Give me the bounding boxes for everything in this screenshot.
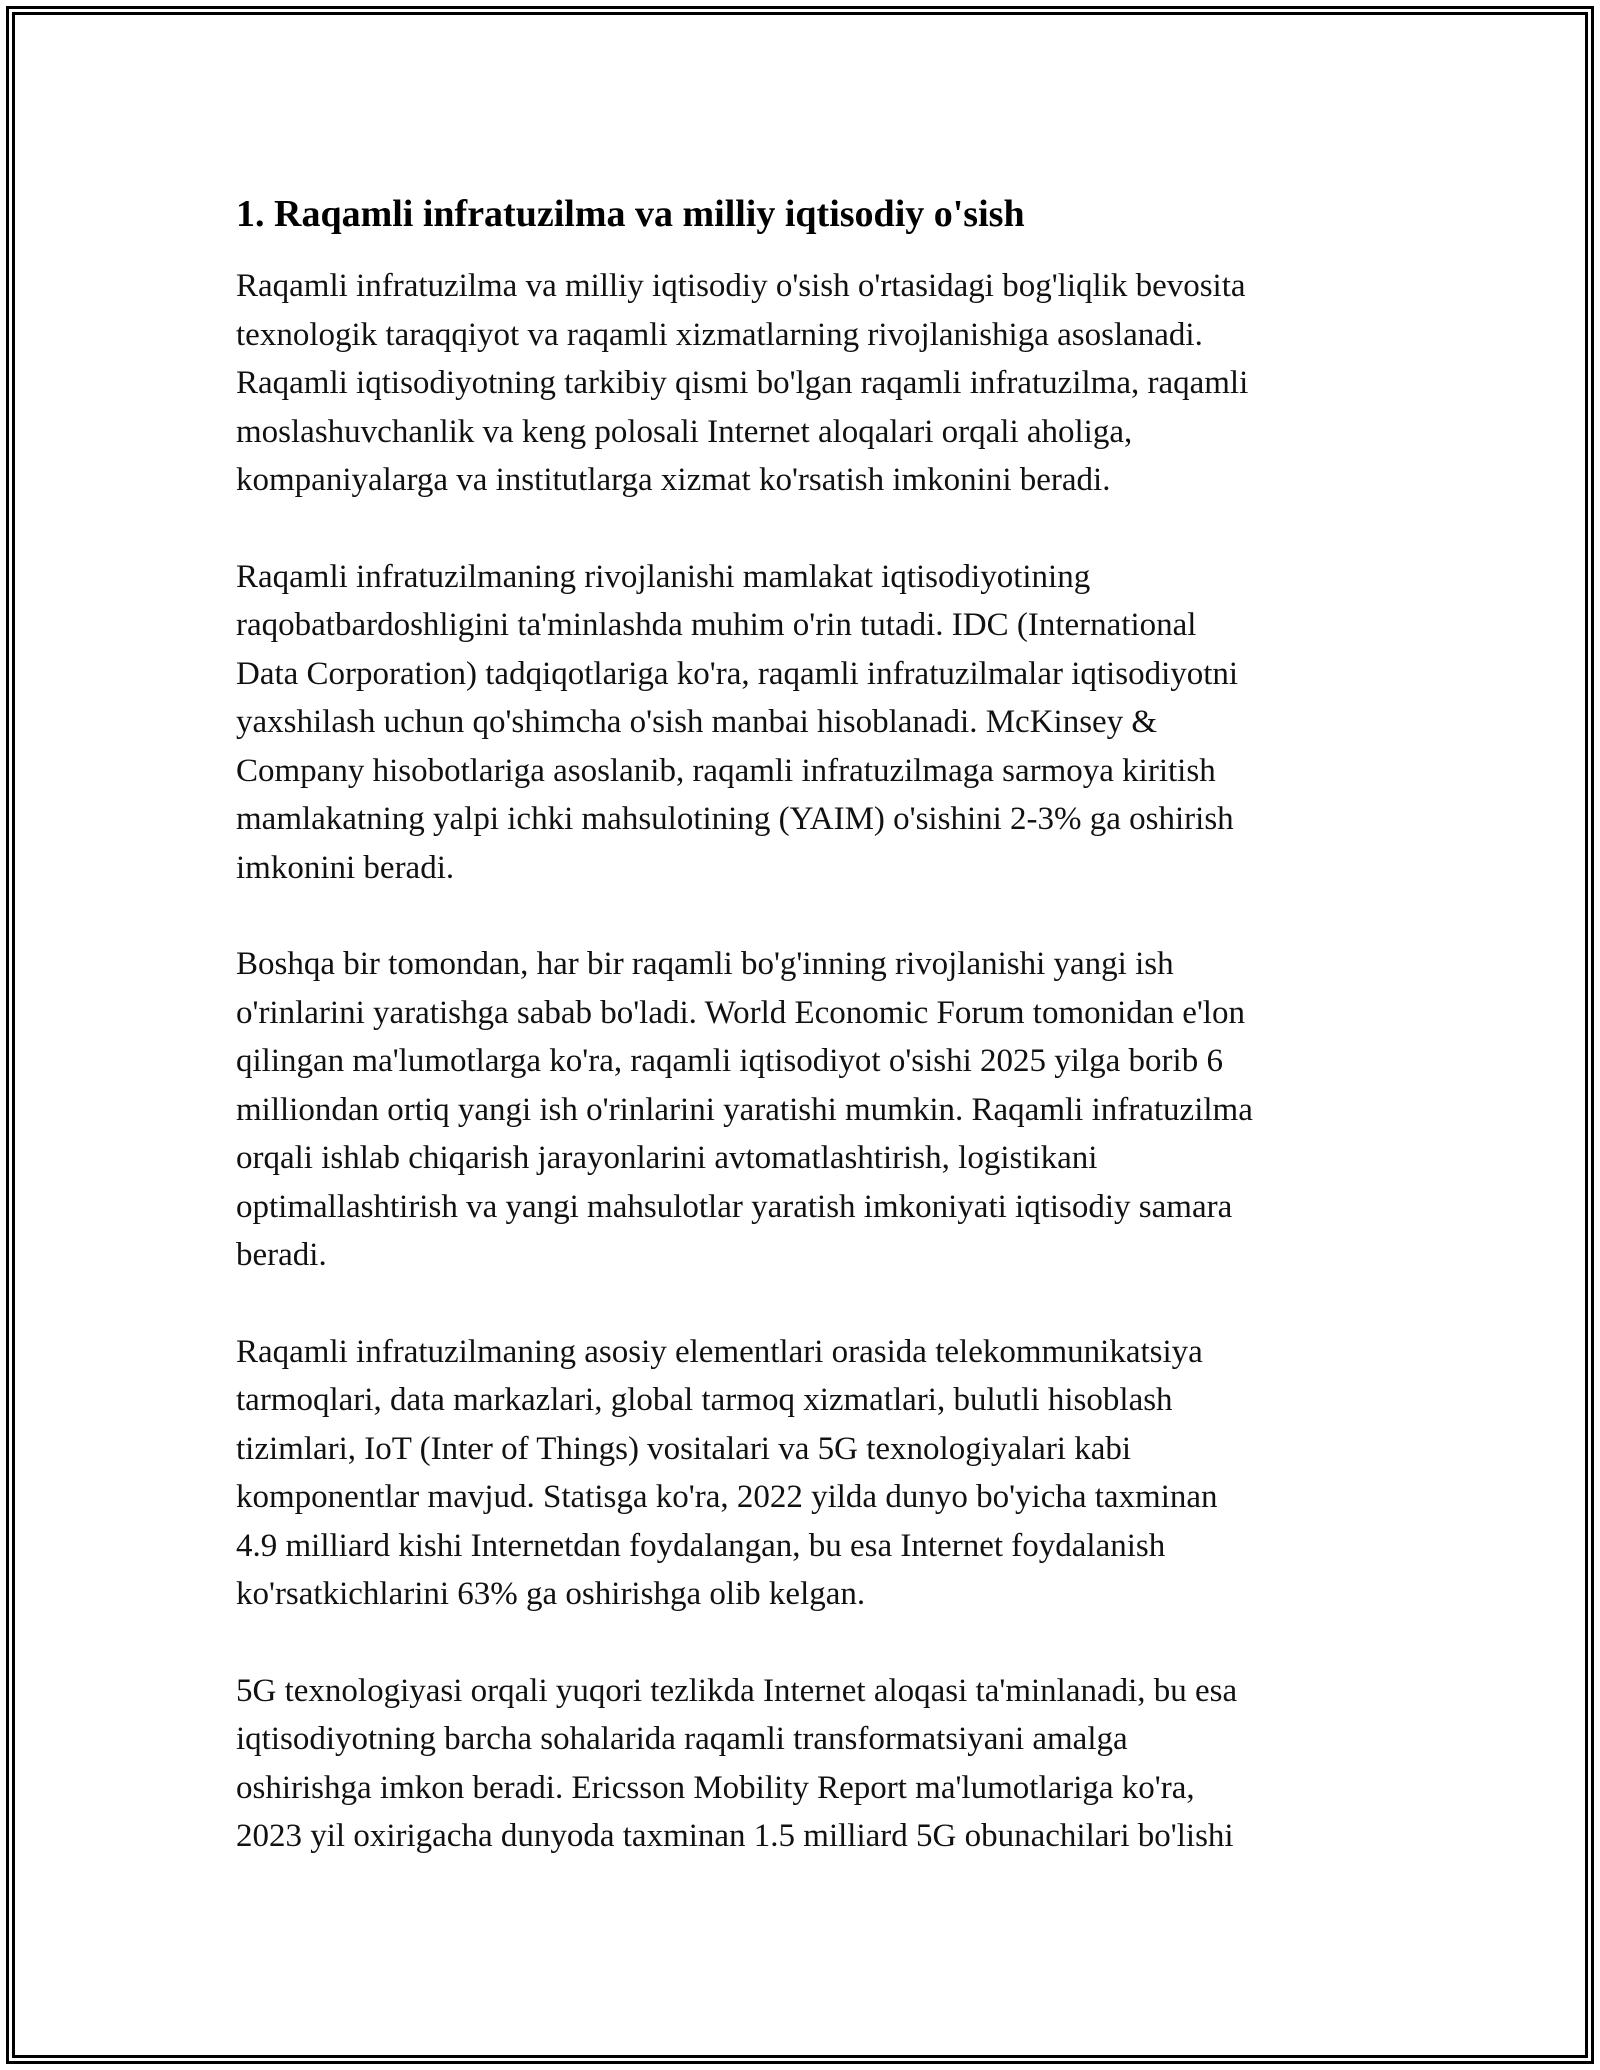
document-body <box>236 186 1386 1909</box>
paragraph-3: Boshqa bir tomondan, har bir raqamli bo'g'inning rivojlanishi yangi ish o'rinlarini yaratishga sabab bo'ladi. World Economic Forum tomonidan e'lon qilingan ma'lumotlarga ko'ra, raqamli iqtisodiyot o'sishi 2025 yilga borib 6 milliondan ortiq yangi ish o'rinlarini yaratishi mumkin. Raqamli infratuzilma orqali ishlab chiqarish jarayonlarini avtomatlashtirish, logistikani optimallashtirish va yangi mahsulotlar yaratish imkoniyati iqtisodiy samara beradi. <box>236 946 1253 1273</box>
paragraph-5: 5G texnologiyasi orqali yuqori tezlikda Internet aloqasi ta'minlanadi, bu esa iqtisodiyotning barcha sohalarida raqamli transformatsiyani amalga oshirishga imkon beradi. Ericsson Mobility Report ma'lumotlariga ko'ra, 2023 yil oxirigacha dunyoda taxminan 1.5 milliard 5G obunachilari bo'lishi <box>236 1672 1238 1854</box>
paragraph-2: Raqamli infratuzilmaning rivojlanishi mamlakat iqtisodiyotining raqobatbardoshligini ta'minlashda muhim o'rin tutadi. IDC (International Data Corporation) tadqiqotlariga ko'ra, raqamli infratuzilmalar iqtisodiyotni yaxshilash uchun qo'shimcha o'sish manbai hisoblanadi. McKinsey & Company hisobotlariga asoslanib, raqamli infratuzilmaga sarmoya kiritish mamlakatning yalpi ichki mahsulotining (YAIM) o'sishini 2-3% ga oshirish imkonini beradi. <box>236 558 1239 886</box>
paragraph-4: Raqamli infratuzilmaning asosiy elementlari orasida telekommunikatsiya tarmoqlari, data markazlari, global tarmoq xizmatlari, bulutli hisoblash tizimlari, IoT (Inter of Things) vositalari va 5G texnologiyalari kabi komponentlar mavjud. Statisga ko'ra, 2022 yilda dunyo bo'yicha taxminan 4.9 milliard kishi Internetdan foydalangan, bu esa Internet foydalanish ko'rsatkichlarini 63% ga oshirishga olib kelgan. <box>236 1333 1218 1612</box>
paragraph-1: Raqamli infratuzilma va milliy iqtisodiy o'sish o'rtasidagi bog'liqlik bevosita texnologik taraqqiyot va raqamli xizmatlarning rivojlanishiga asoslanadi. Raqamli iqtisodiyotning tarkibiy qismi bo'lgan raqamli infratuzilma, raqamli moslashuvchanlik va keng polosali Internet aloqalari orqali aholiga, kompaniyalarga va institutlarga xizmat ko'rsatish imkonini beradi. <box>236 268 1249 498</box>
section-heading: 1. Raqamli infratuzilma va milliy iqtisodiy o'sish <box>236 193 1025 235</box>
